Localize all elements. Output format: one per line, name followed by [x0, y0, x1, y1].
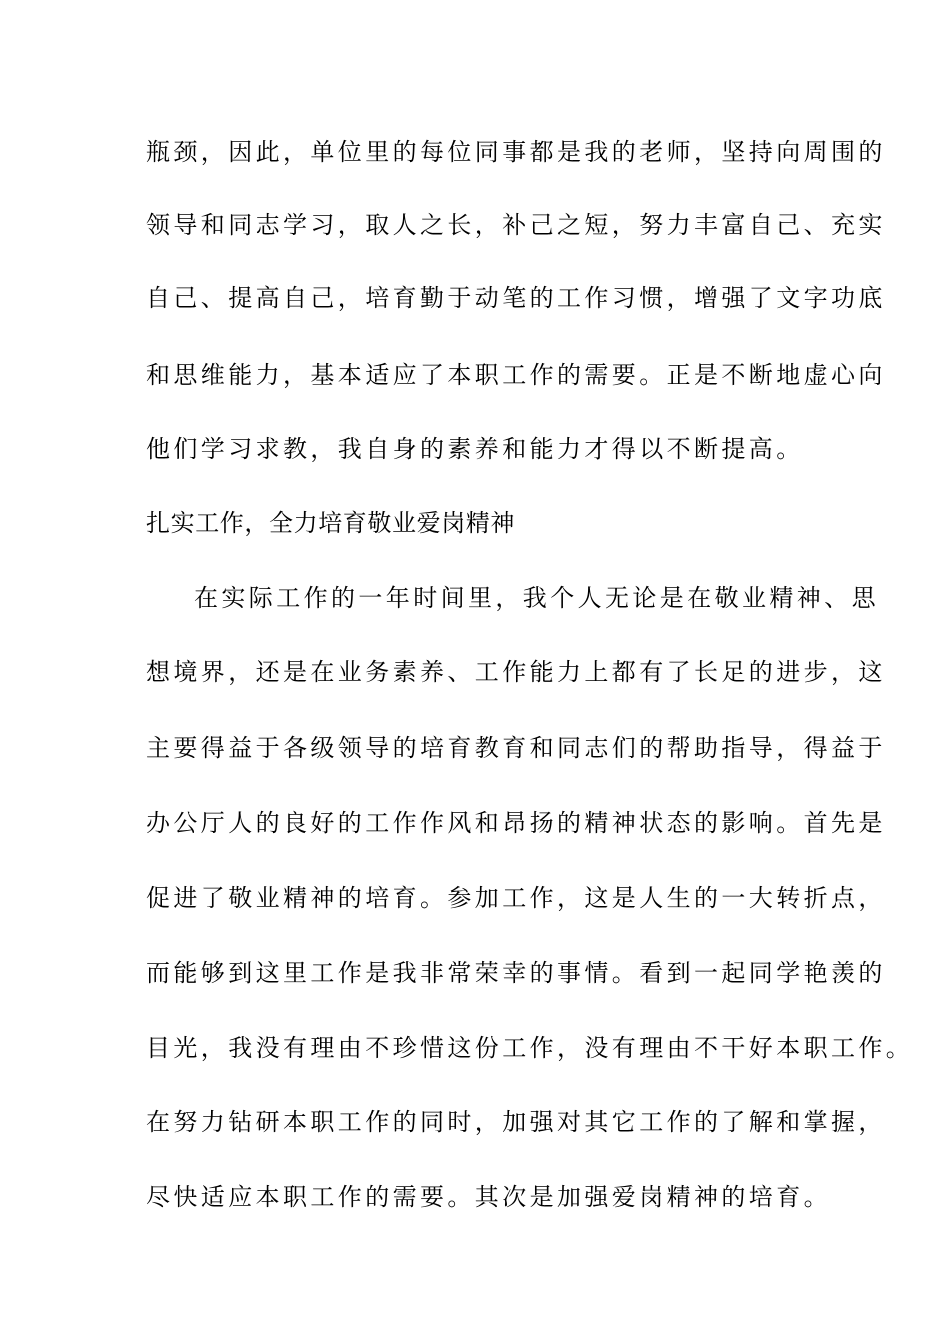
section-heading: 扎实工作，全力培育敬业爱岗精神 [146, 509, 515, 537]
paragraph-line: 促进了敬业精神的培育。参加工作，这是人生的一大转折点， [146, 884, 886, 912]
paragraph-line: 尽快适应本职工作的需要。其次是加强爱岗精神的培育。 [146, 1183, 831, 1211]
paragraph-line: 领导和同志学习，取人之长，补己之短，努力丰富自己、充实 [146, 211, 886, 239]
paragraph-line: 和思维能力，基本适应了本职工作的需要。正是不断地虚心向 [146, 361, 886, 389]
paragraph-line: 办公厅人的良好的工作作风和昂扬的精神状态的影响。首先是 [146, 809, 886, 837]
paragraph-line: 而能够到这里工作是我非常荣幸的事情。看到一起同学艳羡的 [146, 959, 886, 987]
paragraph-line: 想境界，还是在业务素养、工作能力上都有了长足的进步，这 [146, 658, 886, 686]
paragraph-line: 在实际工作的一年时间里，我个人无论是在敬业精神、思 [194, 584, 879, 612]
paragraph-line: 自己、提高自己，培育勤于动笔的工作习惯，增强了文字功底 [146, 284, 886, 312]
paragraph-line: 他们学习求教，我自身的素养和能力才得以不断提高。 [146, 435, 804, 463]
paragraph-line: 主要得益于各级领导的培育教育和同志们的帮助指导，得益于 [146, 734, 886, 762]
paragraph-line: 瓶颈，因此，单位里的每位同事都是我的老师，坚持向周围的 [146, 138, 886, 166]
paragraph-line: 目光，我没有理由不珍惜这份工作，没有理由不干好本职工作。 [146, 1034, 914, 1062]
paragraph-line: 在努力钻研本职工作的同时，加强对其它工作的了解和掌握， [146, 1108, 886, 1136]
